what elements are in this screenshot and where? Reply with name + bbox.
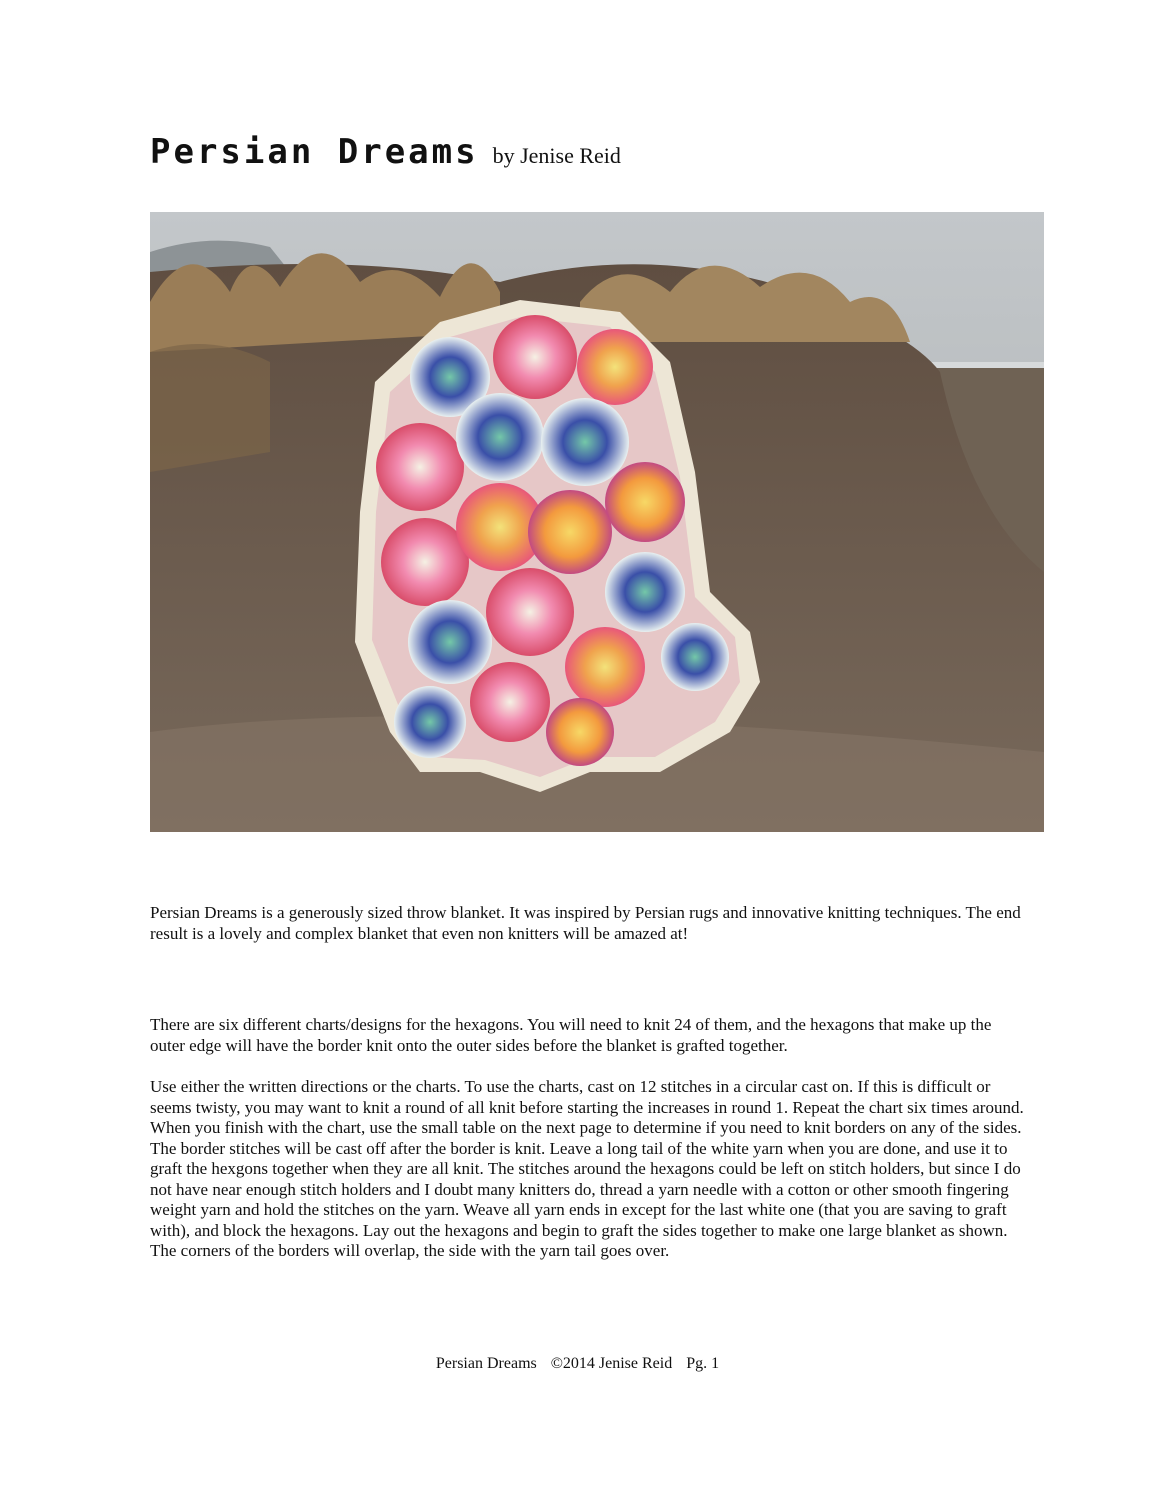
page-footer	[0, 1355, 1155, 1373]
hexagon-paragraph: There are six different charts/designs for the hexagons. You will need to knit 24 of them, and the hexagons that make up the outer edge will have the border knit onto the outer sides before the blanket is grafted together.	[150, 1015, 992, 1055]
intro-paragraph: Persian Dreams is a generously sized throw blanket. It was inspired by Persian rugs and innovative knitting techniques. The end result is a lovely and complex blanket that even non knitters will be amazed at!	[150, 903, 1021, 943]
footer-title: Persian Dreams	[435, 1355, 537, 1372]
blanket-photo	[150, 212, 1044, 832]
footer-copyright: ©2014 Jenise Reid	[550, 1355, 673, 1372]
blanket-photo-illustration	[150, 212, 1044, 832]
footer-page-number: Pg. 1	[686, 1355, 720, 1372]
page-title-row	[150, 132, 621, 182]
page-title: Persian Dreams	[150, 132, 479, 172]
author-byline: by Jenise Reid	[492, 143, 621, 168]
instructions-paragraph: Use either the written directions or the charts. To use the charts, cast on 12 stitches in a circular cast on. If this is difficult or seems twisty, you may want to knit a round of all knit before starting the increases in round 1. Repeat the chart six times around. When you finish with the chart, use the small table on the next page to determine if you need to knit borders on any of the sides. The border stitches will be cast off after the border is knit. Leave a long tail of the white yarn when you are done, and use it to graft the hexgons together when they are all knit. The stitches around the hexagons could be left on stitch holders, but since I do not have near enough stitch holders and I doubt many knitters do, thread a yarn needle with a cotton or other smooth fingering weight yarn and hold the stitches on the yarn. Weave all yarn ends in except for the last white one (that you are saving to graft with), and block the hexagons. Lay out the hexagons and begin to graft the sides together to make one large blanket as shown. The corners of the borders will overlap, the side with the yarn tail goes over.	[150, 1077, 1024, 1260]
